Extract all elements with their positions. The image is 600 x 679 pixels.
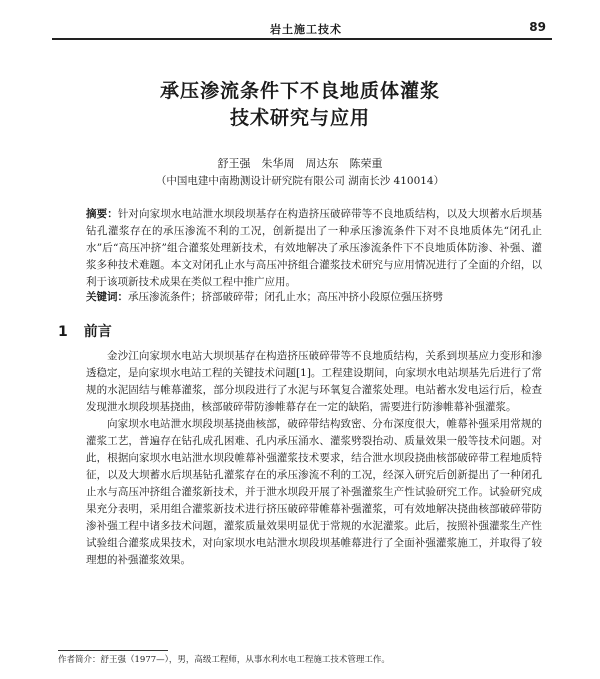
section-heading (58, 321, 128, 341)
paragraph: 向家坝水电站泄水坝段坝基挠曲核部，破碎带结构致密、分布深度很大，帷幕补强采用常规的灌浆工艺，普遍存在钻孔成孔困难、孔内承压涌水、灌浆劈裂抬动、质量效果一般等技术问题。对此，根据向家坝水电站泄水坝段帷幕补强灌浆技术要求，结合泄水坝段挠曲核部破碎带工程地质特征，以及大坝蓄水后坝基钻孔灌浆存在的承压渗流不利的工况，经深入研究后创新提出了一种闭孔止水与高压冲挤组合灌浆新技术，并于泄水坝段开展了补强灌浆生产性试验研究工作。试验研究成果充分表明，采用组合灌浆新技术进行挤压破碎带帷幕补强灌浆，可有效地解决挠曲核部破碎带防渗补强工程中诸多技术问题，灌浆质量效果明显优于常规的水泥灌浆。此后，按照补强灌浆生产性试验组合灌浆成果技术，对向家坝水电站泄水坝段坝基帷幕进行了全面补强灌浆施工，并取得了较理想的补强灌浆效果。 (86, 418, 542, 566)
body-text (86, 348, 542, 569)
keywords (86, 289, 542, 306)
abstract (86, 206, 542, 291)
keywords-label: 关键词： (86, 291, 128, 303)
title-line-2: 技术研究与应用 (229, 107, 370, 129)
section-number: 1 (58, 324, 68, 340)
section-title: 前言 (83, 324, 112, 340)
paragraph: 金沙江向家坝水电站大坝坝基存在构造挤压破碎带等不良地质结构，关系到坝基应力变形和渗透稳定，是向家坝水电站工程的关键技术问题[1]。工程建设期间，向家坝水电站坝基先后进行了常规的水泥固结与帷幕灌浆，部分坝段进行了水泥与环氧复合灌浆处理。电站蓄水发电运行后，检查发现泄水坝段坝基挠曲，核部破碎带防渗帷幕存在一定的缺陷，需要进行防渗帷幕补强灌浆。 (86, 350, 542, 413)
keywords-text: 承压渗流条件；挤部破碎带；闭孔止水；高压冲挤小段原位强压挤劈 (128, 291, 443, 303)
footnote: 作者简介：舒王强（1977—），男，高级工程师，从事水利水电工程施工技术管理工作。 (58, 655, 390, 665)
footnote-divider (58, 650, 168, 651)
abstract-text: 针对向家坝水电站泄水坝段坝基存在构造挤压破碎带等不良地质结构，以及大坝蓄水后坝基钻孔灌浆存在的承压渗流不利的工况，创新提出了一种承压渗流条件下对不良地质体先“闭孔止水”后“高压冲挤”组合灌浆处理新技术，有效地解决了承压渗流条件下不良地质体防渗、补强、灌浆多种技术难题。本文对闭孔止水与高压冲挤组合灌浆技术研究与应用情况进行了全面的介绍，以利于该项新技术成果在类似工程中推广应用。 (86, 208, 543, 288)
abstract-label: 摘要： (86, 208, 118, 220)
journal-name: 岩土施工技术 (270, 23, 342, 36)
page-number: 89 (529, 20, 546, 34)
affiliation: （中国电建中南勘测设计研究院有限公司 湖南长沙 410014） (155, 175, 445, 187)
article-title (0, 78, 600, 132)
running-header (52, 20, 552, 40)
author-list: 舒王强 朱华周 周达东 陈荣重 (217, 157, 383, 170)
title-line-1: 承压渗流条件下不良地质体灌浆 (159, 80, 440, 102)
